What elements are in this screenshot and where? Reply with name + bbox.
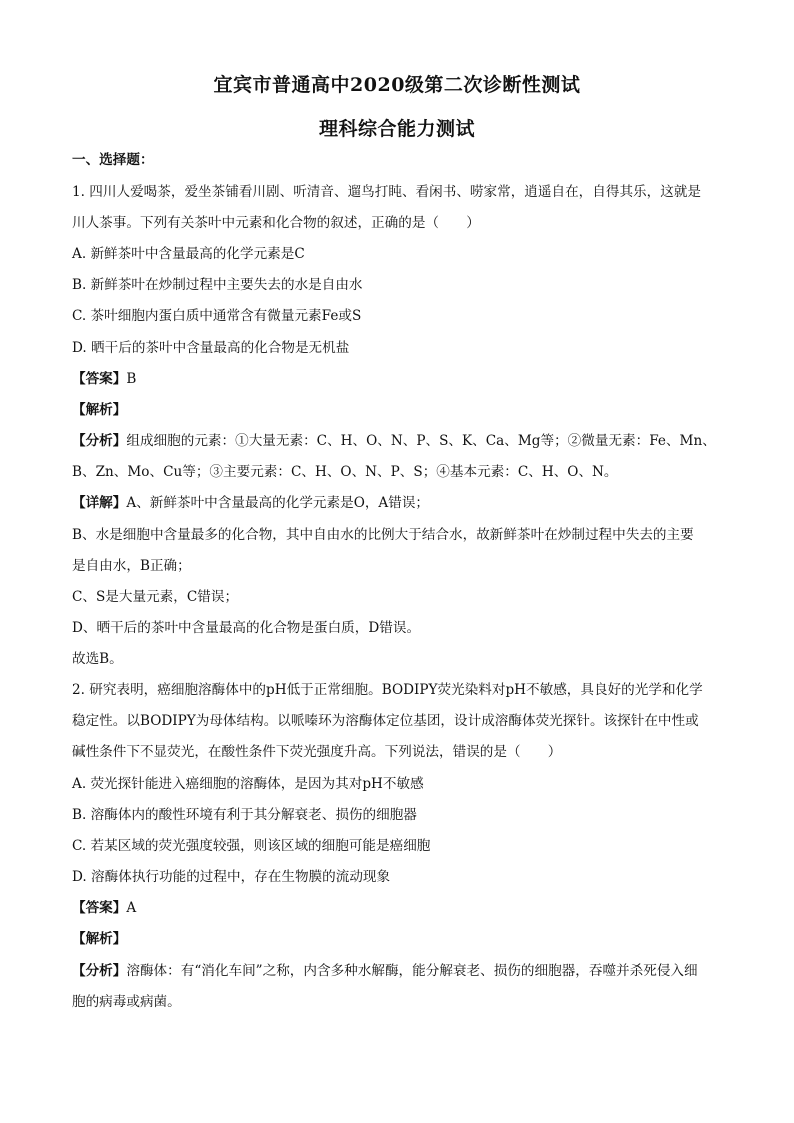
q2-stem-line-2: 稳定性。以BODIPY为母体结构。以哌嗪环为溶酶体定位基团，设计成溶酶体荧光探针。该探针在中性或 [72, 713, 699, 729]
q2-fenxi-text: 溶酶体：有“消化车间”之称，内含多种水解酶，能分解衰老、损伤的细胞器，吞噬并杀死侵入细 [126, 963, 698, 979]
document-title: 宜宾市普通高中2020级第二次诊断性测试 [213, 74, 581, 96]
q1-fenxi-tag: 【分析】 [72, 433, 127, 449]
q1-xiangjie-text: A、新鲜茶叶中含量最高的化学元素是O，A错误； [126, 495, 430, 511]
q2-answer-tag: 【答案】 [72, 900, 127, 916]
q1-xiangjie-line-3: 是自由水，B正确； [72, 558, 191, 574]
q2-fenxi-tag: 【分析】 [72, 963, 127, 979]
q1-answer-tag: 【答案】 [72, 371, 127, 387]
q1-option-d: D. 晒干后的茶叶中含量最高的化合物是无机盐 [72, 340, 350, 356]
q1-analysis-tag: 【解析】 [72, 402, 127, 418]
q2-answer-value: A [126, 900, 137, 916]
q1-xiangjie-line-1 [72, 493, 732, 513]
q2-option-d: D. 溶酶体执行功能的过程中，存在生物膜的流动现象 [72, 869, 391, 885]
q1-answer [72, 369, 732, 389]
document-subtitle: 理科综合能力测试 [318, 118, 475, 140]
q2-option-c: C. 若某区域的荧光强度较强，则该区域的细胞可能是癌细胞 [72, 838, 431, 854]
q1-option-c: C. 茶叶细胞内蛋白质中通常含有微量元素Fe或S [72, 308, 362, 324]
q1-conclusion: 故选B。 [72, 651, 123, 667]
q2-analysis-tag: 【解析】 [72, 931, 127, 947]
q2-option-a: A. 荧光探针能进入癌细胞的溶酶体，是因为其对pH不敏感 [72, 776, 424, 792]
q2-answer [72, 898, 732, 918]
q1-fenxi-text: 组成细胞的元素：①大量无素：C、H、O、N、P、S、K、Ca、Mg等；②微量无素：Fe、Mn、 [126, 433, 716, 449]
q1-stem-line-1: 1. 四川人爱喝茶，爱坐茶铺看川剧、听清音、遛鸟打盹、看闲书、唠家常，逍遥自在，自得其乐，这就是 [72, 184, 702, 200]
q1-xiangjie-tag: 【详解】 [72, 495, 127, 511]
q1-option-a: A. 新鲜茶叶中含量最高的化学元素是C [72, 246, 305, 262]
q1-xiangjie-line-5: D、晒干后的茶叶中含量最高的化合物是蛋白质，D错误。 [72, 620, 421, 636]
q2-option-b: B. 溶酶体内的酸性环境有利于其分解衰老、损伤的细胞器 [72, 807, 417, 823]
q2-fenxi-line-2: 胞的病毒或病菌。 [72, 994, 181, 1010]
q1-xiangjie-line-2: B、水是细胞中含量最多的化合物，其中自由水的比例大于结合水，故新鲜茶叶在炒制过程中失去的主要 [72, 527, 694, 543]
q1-answer-value: B [126, 371, 137, 387]
q1-xiangjie-line-4: C、S是大量元素，C错误； [72, 589, 239, 605]
q2-stem-line-1: 2. 研究表明，癌细胞溶酶体中的pH低于正常细胞。BODIPY荧光染料对pH不敏感，具良好的光学和化学 [72, 682, 703, 698]
q1-fenxi-line-1 [72, 431, 732, 451]
q1-option-b: B. 新鲜茶叶在炒制过程中主要失去的水是自由水 [72, 277, 363, 293]
q2-stem-line-3: 碱性条件下不显荧光，在酸性条件下荧光强度升高。下列说法，错误的是（ ） [72, 744, 562, 760]
q2-fenxi-line-1 [72, 961, 732, 981]
q1-fenxi-line-2: B、Zn、Mo、Cu等；③主要元素：C、H、O、N、P、S；④基本元素：C、H、O、N。 [72, 464, 618, 480]
q1-stem-line-2: 川人茶事。下列有关茶叶中元素和化合物的叙述，正确的是（ ） [72, 215, 480, 231]
section-heading: 一、选择题： [72, 152, 154, 168]
